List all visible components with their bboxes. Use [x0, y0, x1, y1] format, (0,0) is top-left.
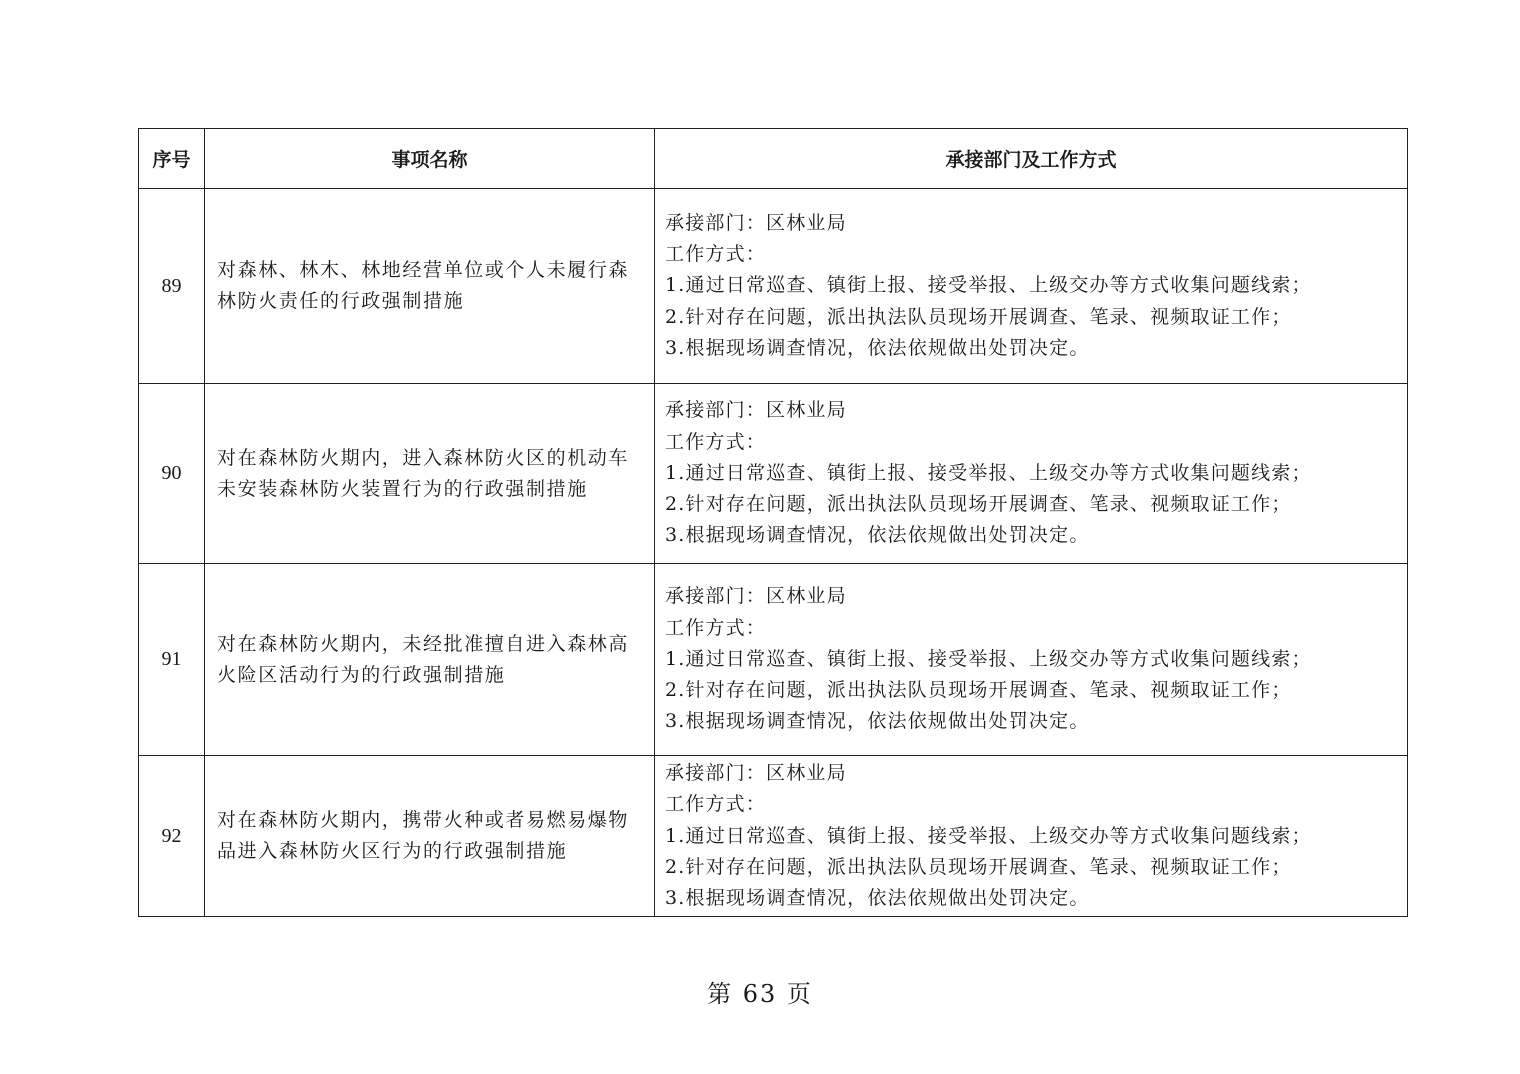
row-dept-method: [655, 384, 1408, 564]
row-item-name: 对在森林防火期内，进入森林防火区的机动车未安装森林防火装置行为的行政强制措施: [205, 384, 655, 564]
dept-line: 承接部门：区林业局: [665, 399, 847, 422]
dept-line: 2.针对存在问题，派出执法队员现场开展调查、笔录、视频取证工作；: [665, 855, 1292, 878]
row-item-name: 对森林、林木、林地经营单位或个人未履行森林防火责任的行政强制措施: [205, 189, 655, 384]
row-seq: 91: [139, 564, 205, 756]
dept-line: 3.根据现场调查情况，依法依规做出处罚决定。: [665, 887, 1090, 910]
row-dept-method: [655, 756, 1408, 917]
dept-line: 工作方式：: [665, 793, 767, 816]
dept-line: 3.根据现场调查情况，依法依规做出处罚决定。: [665, 336, 1090, 359]
dept-line: 2.针对存在问题，派出执法队员现场开展调查、笔录、视频取证工作；: [665, 305, 1292, 328]
header-seq: 序号: [139, 129, 205, 189]
row-dept-method: [655, 189, 1408, 384]
row-seq: 89: [139, 189, 205, 384]
table-row: [139, 189, 1408, 384]
row-seq: 92: [139, 756, 205, 917]
dept-line: 承接部门：区林业局: [665, 762, 847, 784]
table-row: [139, 564, 1408, 756]
row-seq: 90: [139, 384, 205, 564]
header-item-name: 事项名称: [205, 129, 655, 189]
table-header-row: [139, 129, 1408, 189]
dept-line: 承接部门：区林业局: [665, 211, 847, 234]
items-table: [138, 128, 1408, 917]
row-dept-method: [655, 564, 1408, 756]
dept-line: 工作方式：: [665, 430, 767, 453]
dept-line: 1.通过日常巡查、镇街上报、接受举报、上级交办等方式收集问题线索；: [665, 274, 1312, 297]
row-item-name: 对在森林防火期内，携带火种或者易燃易爆物品进入森林防火区行为的行政强制措施: [205, 756, 655, 917]
row-item-name: 对在森林防火期内，未经批准擅自进入森林高火险区活动行为的行政强制措施: [205, 564, 655, 756]
dept-line: 2.针对存在问题，派出执法队员现场开展调查、笔录、视频取证工作；: [665, 679, 1292, 702]
header-dept-method: 承接部门及工作方式: [655, 129, 1408, 189]
dept-line: 3.根据现场调查情况，依法依规做出处罚决定。: [665, 524, 1090, 547]
table-row: [139, 756, 1408, 917]
page-number: 第 63 页: [707, 980, 813, 1008]
dept-line: 2.针对存在问题，派出执法队员现场开展调查、笔录、视频取证工作；: [665, 493, 1292, 516]
dept-line: 1.通过日常巡查、镇街上报、接受举报、上级交办等方式收集问题线索；: [665, 461, 1312, 484]
dept-line: 1.通过日常巡查、镇街上报、接受举报、上级交办等方式收集问题线索；: [665, 824, 1312, 847]
dept-line: 1.通过日常巡查、镇街上报、接受举报、上级交办等方式收集问题线索；: [665, 647, 1312, 670]
dept-line: 3.根据现场调查情况，依法依规做出处罚决定。: [665, 710, 1090, 733]
table-row: [139, 384, 1408, 564]
dept-line: 工作方式：: [665, 616, 767, 639]
dept-line: 工作方式：: [665, 243, 767, 266]
dept-line: 承接部门：区林业局: [665, 585, 847, 608]
